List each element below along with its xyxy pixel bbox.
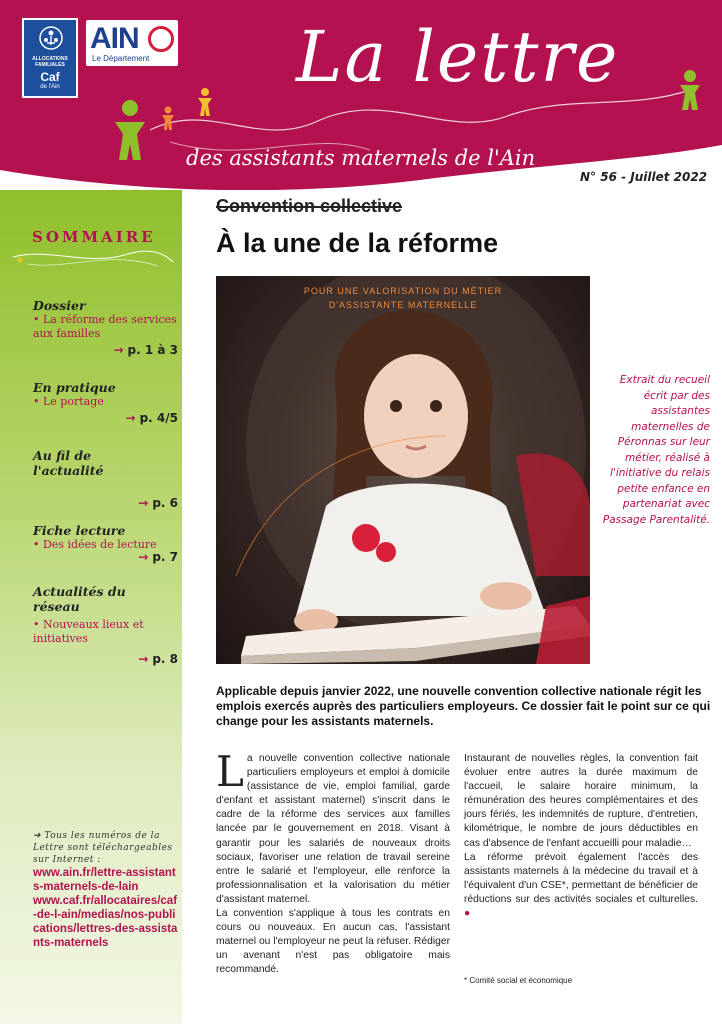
header-band: [0, 0, 722, 190]
summary-section-en-pratique[interactable]: [33, 380, 178, 425]
article-paragraph: a nouvelle convention collective nationale particuliers employeurs et emploi à domicile (assistance de vie, emploi familial, garde d'enfant et assistant maternel) s'inscrit dans le cadre de la réforme des services aux familles lancée par le gouvernement en 2018. Visant à garantir pour les salariés de nouveaux droits sociaux, favoriser une relation de travail sereine entre le salarié et l'employeur, elle renforce la professionnalisation et la valorisation du métier d'assistant maternel.: [216, 753, 450, 905]
summary-section-page: [33, 550, 178, 564]
summary-page-label: p. 1 à 3: [127, 343, 178, 357]
summary-section-title: Fiche lecture: [33, 523, 126, 538]
ain-logo[interactable]: [86, 20, 178, 66]
arrow-right-icon: →: [138, 496, 149, 510]
download-lead: ➔ Tous les numéros de la Lettre sont téléchargeables sur Internet :: [33, 831, 173, 865]
summary-section-fiche-lecture[interactable]: [33, 523, 178, 564]
summary-section-title: Actualités du réseau: [33, 584, 126, 614]
article-column-2: [464, 752, 698, 921]
caf-logo-mid: Caf: [40, 70, 60, 84]
article-kicker: Convention collective: [216, 196, 403, 216]
summary-section-reseau-page: [33, 650, 178, 666]
sidebar-summary: [0, 190, 182, 1024]
dropcap: L: [216, 747, 244, 796]
article-column-1: [216, 747, 450, 978]
ain-logo-name: AIN: [90, 22, 139, 55]
link-caf[interactable]: www.caf.fr/allocataires/caf-de-l-ain/medias/nos-publications/lettres-des-assistants-maternels: [33, 895, 178, 949]
child-illustration: [216, 276, 590, 664]
download-info: [33, 830, 178, 950]
summary-page-label: p. 6: [152, 496, 178, 510]
summary-section-item: • Nouveaux lieux et initiatives: [33, 618, 144, 645]
arrow-right-icon: →: [138, 550, 149, 564]
arrow-right-icon: →: [113, 343, 124, 357]
arrow-right-icon: →: [138, 652, 149, 666]
summary-section-actualite[interactable]: [33, 448, 143, 478]
summary-section-title: Dossier: [33, 298, 86, 313]
issue-number: N° 56 - Juillet 2022: [580, 170, 708, 184]
summary-title: SOMMAIRE: [32, 228, 156, 246]
summary-section-item: • Le portage: [33, 395, 104, 408]
summary-section-page: [33, 496, 178, 510]
article-intro: Applicable depuis janvier 2022, une nouvelle convention collective nationale régit les emplois exercés auprès des particuliers employeurs. Ce dossier fait le point sur ce qui change pour les assistants maternels.: [216, 684, 711, 728]
footnote: * Comité social et économique: [464, 976, 573, 985]
caf-logo-top: ALLOCATIONS FAMILIALES: [32, 56, 68, 68]
summary-page-label: p. 8: [152, 652, 178, 666]
summary-swirl-icon: [8, 242, 178, 272]
link-ain[interactable]: www.ain.fr/lettre-assistants-maternels-de-lain: [33, 867, 176, 893]
end-mark-icon: ●: [464, 908, 471, 920]
ain-logo-circle-icon: [148, 26, 174, 52]
summary-section-page: [33, 343, 178, 357]
caf-logo-bot: de l'Ain: [40, 84, 60, 90]
article-paragraph-text: La réforme prévoit également l'accès des assistants maternels à la médecine du travail et à l'équivalent d'un CSE*, permettant de bénéficier de réductions sur des activités sociales et culturelles.: [464, 851, 698, 905]
newsletter-subtitle: des assistants maternels de l'Ain: [186, 146, 536, 170]
newsletter-title: La lettre: [296, 16, 620, 98]
summary-section-title: En pratique: [33, 380, 116, 395]
summary-section-page: [33, 411, 178, 425]
summary-page-label: p. 4/5: [139, 411, 178, 425]
summary-page-label: p. 7: [152, 550, 178, 564]
summary-section-actualite-page: [33, 494, 178, 510]
child-reading-photo: [216, 276, 590, 664]
summary-section-dossier[interactable]: [33, 298, 178, 357]
summary-section-item: • Des idées de lecture: [33, 538, 157, 551]
article-paragraph-last: [464, 851, 698, 921]
summary-section-reseau[interactable]: [33, 584, 133, 614]
article-paragraph: La convention s'applique à tous les contrats en cours ou nouveaux. En aucun cas, l'assistant maternel ou l'employeur ne peut la refuser. Rédiger un avenant n'est pas obligatoire mais recommandé.: [216, 908, 450, 976]
photo-caption-line: POUR UNE VALORISATION DU MÉTIER: [303, 286, 503, 296]
summary-section-title: Au fil de l'actualité: [33, 448, 104, 478]
caf-emblem-icon: [38, 25, 64, 51]
photo-side-caption: Extrait du recueil écrit par des assistantes maternelles de Péronnas sur leur métier, réalisé à l'initiative du relais petite enfance en partenariat avec Passage Parentalité.: [602, 374, 710, 526]
photo-caption-line: D'ASSISTANTE MATERNELLE: [328, 300, 478, 310]
summary-section-item: • La réforme des services aux familles: [33, 313, 177, 340]
article-headline: À la une de la réforme: [216, 228, 499, 258]
arrow-right-icon: →: [125, 411, 136, 425]
article-paragraph: Instaurant de nouvelles règles, la convention fait évoluer entre autres la durée maximum de l'accueil, le salaire horaire minimum, la rémunération des heures complémentaires et des jours fériés, les indemnités de rupture, d'entretien, kilométrique, le nombre de jours déductibles en cas d'absence de l'enfant accueilli pour maladie…: [464, 753, 698, 849]
summary-section-reseau-item: [33, 618, 153, 646]
ain-logo-sub: Le Département: [92, 54, 150, 63]
caf-logo[interactable]: [22, 18, 78, 98]
photo-caption: [216, 284, 590, 312]
summary-section-page: [33, 652, 178, 666]
